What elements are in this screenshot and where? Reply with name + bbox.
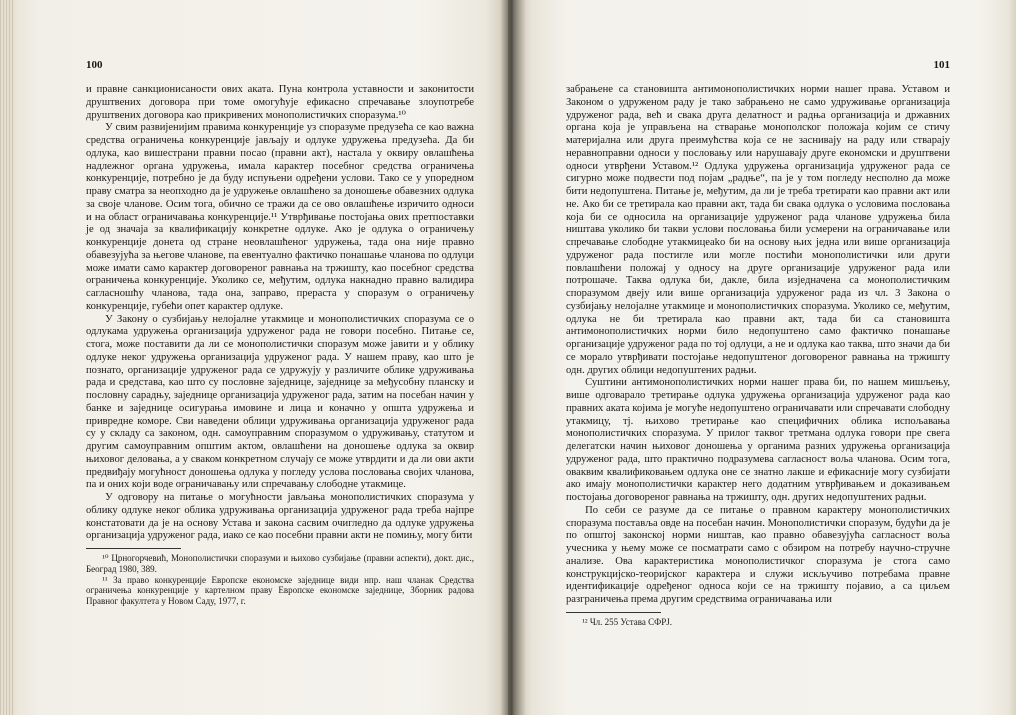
paragraph: Суштини антимонополистичких норми нашег права би, по нашем мишљењу, више одговарало третирање одлука удружења организација удруженог рада као правних аката којима је могуће недопуштено ограничавати или спречавати слободну утакмицу, тј. њихово третирање као специфичних облика испољавања монополистичких споразума. У прилог таквог третмана одлука говори пре свега делегатски начин њиховог доношења у органима разних удружења организација удруженог рада, што практично подразумева сагласност воља чланова. Осим тога, оваквим квалификовањем одлука оне се знатно лакше и ефикасније могу сузбијати ако имају монополистички карактер него додатним утврђивањем и доказивањем постојања договореног равнања на тржишту, одн. других недопуштених радњи. [566,377,950,503]
footnotes [86,553,474,607]
book-gutter [500,0,526,715]
right-page [508,0,1016,715]
paragraph: По себи се разуме да се питање о правном карактеру монополистичких споразума поставља овде на посебан начин. Монополистички споразум, будући да је по општој законској норми ништав, као правно обавезујућа сагласност воља учесника у њему може се посматрати само с обзиром на потребу научно-стручне анализе. Ова карактеристика монополистичког споразума је стога само конструкцијско-теоријског карактера и служи искључиво потребама правне идентификације одређеног односа који се на тржишту појавио, а са циљем разграничења према другим средствима ограничавања или [566,504,950,605]
body-text [86,84,474,543]
page-number: 101 [933,59,950,71]
footnote-rule [566,612,661,613]
paragraph: У одговору на питање о могућности јављања монополистичких споразума у облику одлуке неког облика удруживања организација удруженог рада треба најпре констатовати да је на основу Устава и закона сасвим очигледно да одлуке удружења организација удруженог рада, иако се као посебни правни акти не помињу, могу бити [86,492,474,542]
page-number: 100 [86,59,103,71]
paragraph: забрањене са становишта антимонополистичких норми нашег права. Уставом и Законом о удруженом раду је тако забрањено не само удруживање организација удруженог рада, већ и свака друга делатност и радња организација и државних органа која је управљена на стварање монополског положаја којим се стичу материјална или друга преимућства која се не заснивају на раду или стварају неравноправни односи у пословању или нарушавају друге економски и друштвени односи утврђени Уставом.¹² Одлука удружења организација удруженог рада се сигурно може подвести под појам „радње“, па је у том погледу несполно да може бити недопуштена. Питање је, међутим, да ли је треба третирати као правни акт или не. Ако би се третирала као правни акт, тада би свака одлука о условима пословања која би се односила на организације удруженог рада чланове удружења била ништава уколико би такви услови пословања били усмерени на ограничавање или спречавање слободне утакмицеako би на основу њих једна или више организација удруженог рада постигле или могле постићи монополистички или други повлашћени положај у односу на друге организације удруженог рада или потрошаче. Таква одлука би, дакле, била изједначена са монополистичким споразумом двеју или више организација удруженог рада из чл. 3 Закона о сузбијању нелојалне утакмице и монополистичких споразума. Уколико се, међутим, одлука не би третирала као правни акт, тада би са становишта антимонополистичких норми било недопуштено само фактичко понашање организације удруженог рада по тој одлуци, а не и одлука као таква, што значи да би се морало утврђивати постојање недопуштеног договореног равнања на тржишту одн. других облици недопуштених радњи. [566,84,950,376]
footnote: ¹² Чл. 255 Устава СФРЈ. [582,616,672,627]
page-edge [0,0,14,715]
footnotes [566,617,950,628]
body-text [566,84,950,607]
paragraph: и правне санкционисаности ових аката. Пуна контрола уставности и законитости друштвених договора при томе омогућује ефикасно спречавање злоупотребе друштвених договора као прикривених монополистичких споразума.¹⁰ [86,84,474,121]
paragraph: У свим развијенијим правима конкуренције уз споразуме предузећа се као важна средства ограничења конкуренције јављају и одлуке удружења предузећа. Да би одлука, као вишестрани правни посао (правни акт), настала у оквиру овлашћења надлежног органа удружења, имала карактер посебног средства ограничења конкуренције, потребно је да буду испуњени одређени услови. Тако се у упоредном праву сматра за неопходно да је удружење овлашћено за доношење обавезних одлука за своје чланове. Осим тога, обично се тражи да се ово овлашћење изричито односи и на област ограничавања конкуренције.¹¹ Утврђивање постојања ових претпоставки је од значаја за квалификацију конкретне одлуке. Ако је одлука о ограничењу конкуренције донета од стране неовлашћеног удружења, тада она није правно обавезујућа за његове чланове, па евентуално фактичко понашање чланова по одлуци може имати само карактер договореног равнања на тржишту, као посебног средства ограничења конкуренције. Уколико се, међутим, одлука накнадно правно валидира сагласношћу чланова, тада она, заправо, прераста у споразум о ограничењу конкуренције, губећи опет карактер одлуке. [86,122,474,312]
paragraph: У Закону о сузбијању нелојалне утакмице и монополистичких споразума се о одлукама удружења организација удруженог рада не говори посебно. Питање се, стога, може поставити да ли се монополистички споразум може јавити и у облику одлуке неког удружења организација удруженог рада. У нашем праву, као што је познато, организације удруженог рада се удружују у различите облике удруживања рада и средстава, као што су пословне заједнице, заједнице за међусобну планску и пословну сарадњу, заједнице организација удруженог рада, затим на посебан начин у банке и заједнице осигурања имовине и лица и коначно у општа удружења и привредне коморе. Сви наведени облици удруживања организација удруженог рада су у складу са законом, одн. самоуправним споразумом о удруживању, статутом и другим самоуправним општим актом, овлашћени на доношење одлука за оквир њиховог деловања, а у сваком конкретном случају се може утврдити и да ли ови акти предвиђају могућност доношења одлука у погледу услова пословања својих чланова, па и оних који воде ограничавању или спречавању слободне утакмице. [86,313,474,491]
footnote-rule [86,548,181,549]
footnote: ¹⁰ Црногорчевић, Монополистички споразуми и њихово сузбијање (правни аспекти), докт. дис., Београд 1980, 389. [86,553,474,574]
footnote: ¹¹ За право конкуренције Европске економске заједнице види нпр. наш чланак Средства ограничења конкуренције у картелном праву Европске економске заједнице, Зборник радова Правног факултета у Новом Саду, 1977, г. [86,574,474,607]
